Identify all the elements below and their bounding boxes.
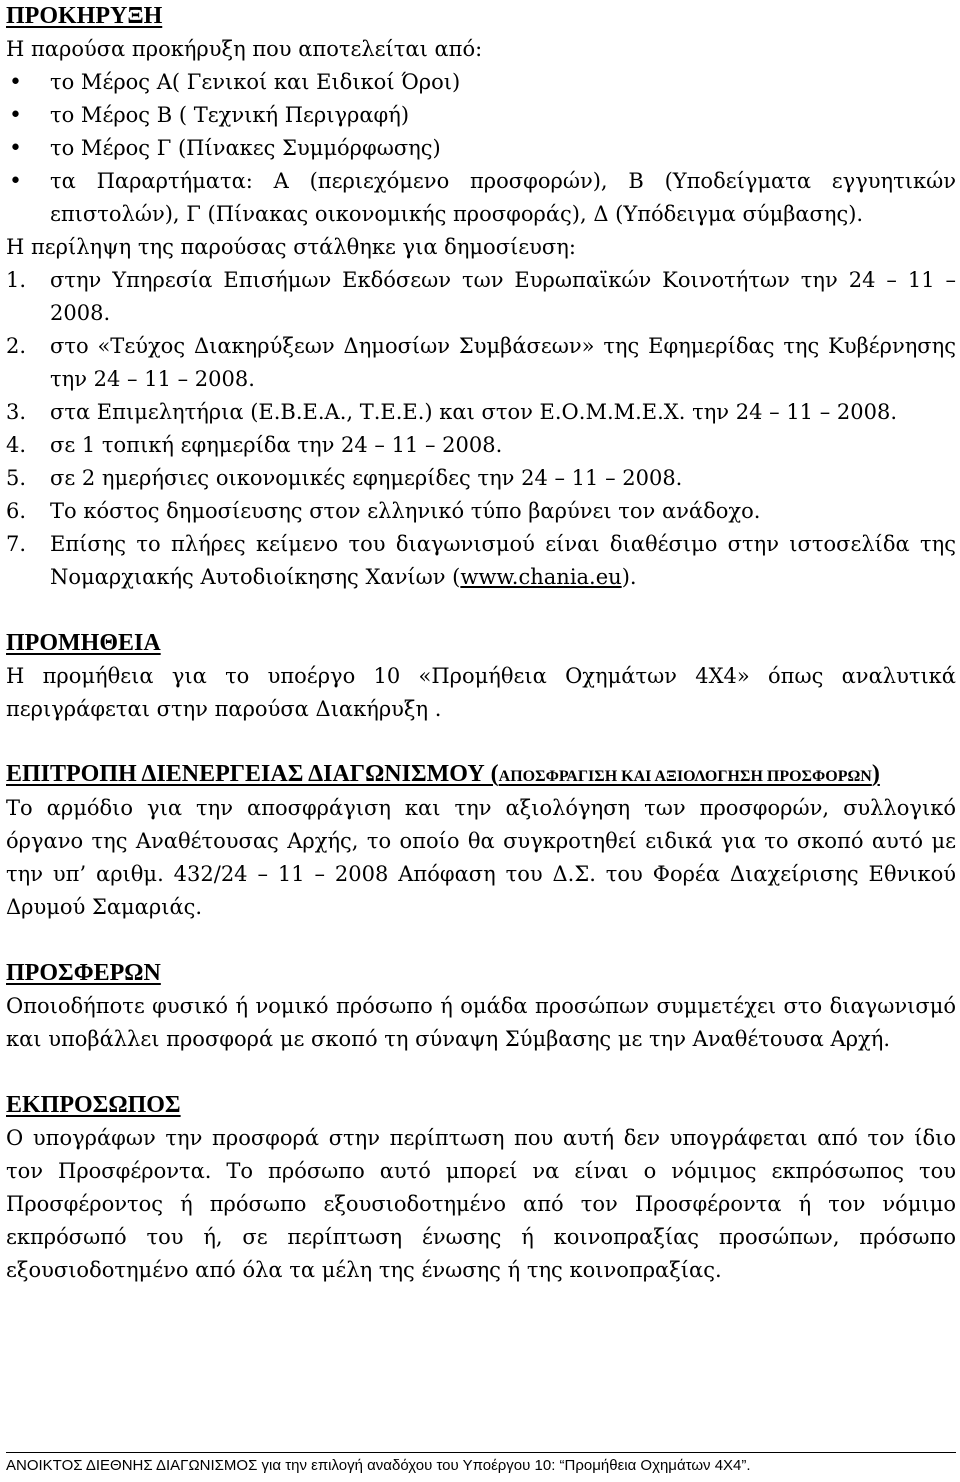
list-item <box>6 528 956 594</box>
list-item <box>6 396 956 429</box>
list-number: 7. <box>6 532 27 556</box>
website-link[interactable]: www.chania.eu <box>460 565 622 589</box>
list-item: • το Μέρος Β ( Τεχνική Περιγραφή) <box>6 99 956 132</box>
committee-text: Το αρμόδιο για την αποσφράγιση και την αξιολόγηση των προσφορών, συλλογικό όργανο της Αναθέτουσας Αρχής, το οποίο θα συγκροτηθεί ειδικά για το σκοπό αυτό με την υπ’ αριθμ. 432/24 – 11 – 2008 Απόφαση του Δ.Σ. του Φορέα Διαχείρισης Εθνικού Δρυμού Σαμαριάς. <box>6 796 956 919</box>
list-number: 4. <box>6 433 27 457</box>
list-item <box>6 495 956 528</box>
publication-list <box>6 264 956 594</box>
proclamation-heading: ΠΡΟΚΗΡΥΞΗ <box>6 3 163 29</box>
list-item: • το Μέρος Γ (Πίνακες Συμμόρφωσης) <box>6 132 956 165</box>
supply-heading: ΠΡΟΜΗΘΕΙΑ <box>6 630 161 656</box>
spacer <box>6 594 956 627</box>
page-footer: ΑΝΟΙΚΤΟΣ ΔΙΕΘΝΗΣ ΔΙΑΓΩΝΙΣΜΟΣ για την επιλογή αναδόχου του Υποέργου 10: “Προμήθεια Οχημάτων 4Χ4”. <box>6 1452 956 1479</box>
list-text: σε 2 ημερήσιες οικονομικές εφημερίδες την 24 – 11 – 2008. <box>50 466 683 490</box>
spacer <box>6 726 956 759</box>
bidder-heading: ΠΡΟΣΦΕΡΩΝ <box>6 960 161 986</box>
list-item <box>6 429 956 462</box>
proclamation-intro: Η παρούσα προκήρυξη που αποτελείται από: <box>6 37 483 61</box>
list-number: 1. <box>6 268 27 292</box>
list-text: σε 1 τοπική εφημερίδα την 24 – 11 – 2008. <box>50 433 503 457</box>
list-text: στην Υπηρεσία Επισήμων Εκδόσεων των Ευρωπαϊκών Κοινοτήτων την 24 – 11 – 2008. <box>50 268 956 325</box>
committee-heading-main: ΕΠΙΤΡΟΠΗ ΔΙΕΝΕΡΓΕΙΑΣ ΔΙΑΓΩΝΙΣΜΟΥ ( <box>6 761 499 787</box>
representative-text: Ο υπογράφων την προσφορά στην περίπτωση που αυτή δεν υπογράφεται από τον ίδιο τον Προσφέροντα. Το πρόσωπο αυτό μπορεί να είναι ο νόμιμος εκπρόσωπος του Προσφέροντος ή πρόσωπο εξουσιοδοτημένο από τον Προσφέροντα ή τον νόμιμο εκπρόσωπό του ή, σε περίπτωση ένωσης ή κοινοπραξίας προσώπων, πρόσωπο εξουσιοδοτημένο από όλα τα μέλη της ένωσης ή της κοινοπραξίας. <box>6 1126 956 1282</box>
list-text: στα Επιμελητήρια (Ε.Β.Ε.Α., Τ.Ε.Ε.) και στον Ε.Ο.Μ.Μ.Ε.Χ. την 24 – 11 – 2008. <box>50 400 898 424</box>
bidder-text: Οποιοδήποτε φυσικό ή νομικό πρόσωπο ή ομάδα προσώπων συμμετέχει στο διαγωνισμό και υποβάλλει προσφορά με σκοπό τη σύναψη Σύμβασης με την Αναθέτουσα Αρχή. <box>6 994 956 1051</box>
list-text: στο «Τεύχος Διακηρύξεων Δημοσίων Συμβάσεων» της Εφημερίδας της Κυβέρνησης την 24 – 11 – 2008. <box>50 334 956 391</box>
list-number: 3. <box>6 400 27 424</box>
document-page <box>6 0 956 1287</box>
list-item: • το Μέρος Α( Γενικοί και Ειδικοί Όροι) <box>6 66 956 99</box>
list-text-end: ). <box>621 565 637 589</box>
spacer <box>6 924 956 957</box>
committee-heading <box>6 759 956 792</box>
list-item <box>6 462 956 495</box>
representative-heading: ΕΚΠΡΟΣΩΠΟΣ <box>6 1092 181 1118</box>
list-item: • τα Παραρτήματα: Α (περιεχόμενο προσφορών), Β (Υποδείγματα εγγυητικών επιστολών), Γ (Πίνακας οικονομικής προσφοράς), Δ (Υπόδειγμα σύμβασης). <box>6 165 956 231</box>
list-text: Το κόστος δημοσίευσης στον ελληνικό τύπο βαρύνει τον ανάδοχο. <box>50 499 761 523</box>
list-text: Επίσης το πλήρες κείμενο του διαγωνισμού είναι διαθέσιμο στην ιστοσελίδα της Νομαρχιακής Αυτοδιοίκησης Χανίων ( <box>50 532 956 589</box>
list-item <box>6 330 956 396</box>
supply-text: Η προμήθεια για το υποέργο 10 «Προμήθεια Οχημάτων 4Χ4» όπως αναλυτικά περιγράφεται στην παρούσα Διακήρυξη . <box>6 664 956 721</box>
list-number: 5. <box>6 466 27 490</box>
committee-heading-end: ) <box>871 761 880 787</box>
committee-heading-sub: ΑΠΟΣΦΡΑΓΙΣΗ ΚΑΙ ΑΞΙΟΛΟΓΗΣΗ ΠΡΟΣΦΟΡΩΝ <box>498 768 872 785</box>
list-number: 6. <box>6 499 27 523</box>
publication-intro: Η περίληψη της παρούσας στάλθηκε για δημοσίευση: <box>6 235 576 259</box>
list-number: 2. <box>6 334 27 358</box>
spacer <box>6 1056 956 1089</box>
list-item <box>6 264 956 330</box>
document-parts-list <box>6 66 956 231</box>
